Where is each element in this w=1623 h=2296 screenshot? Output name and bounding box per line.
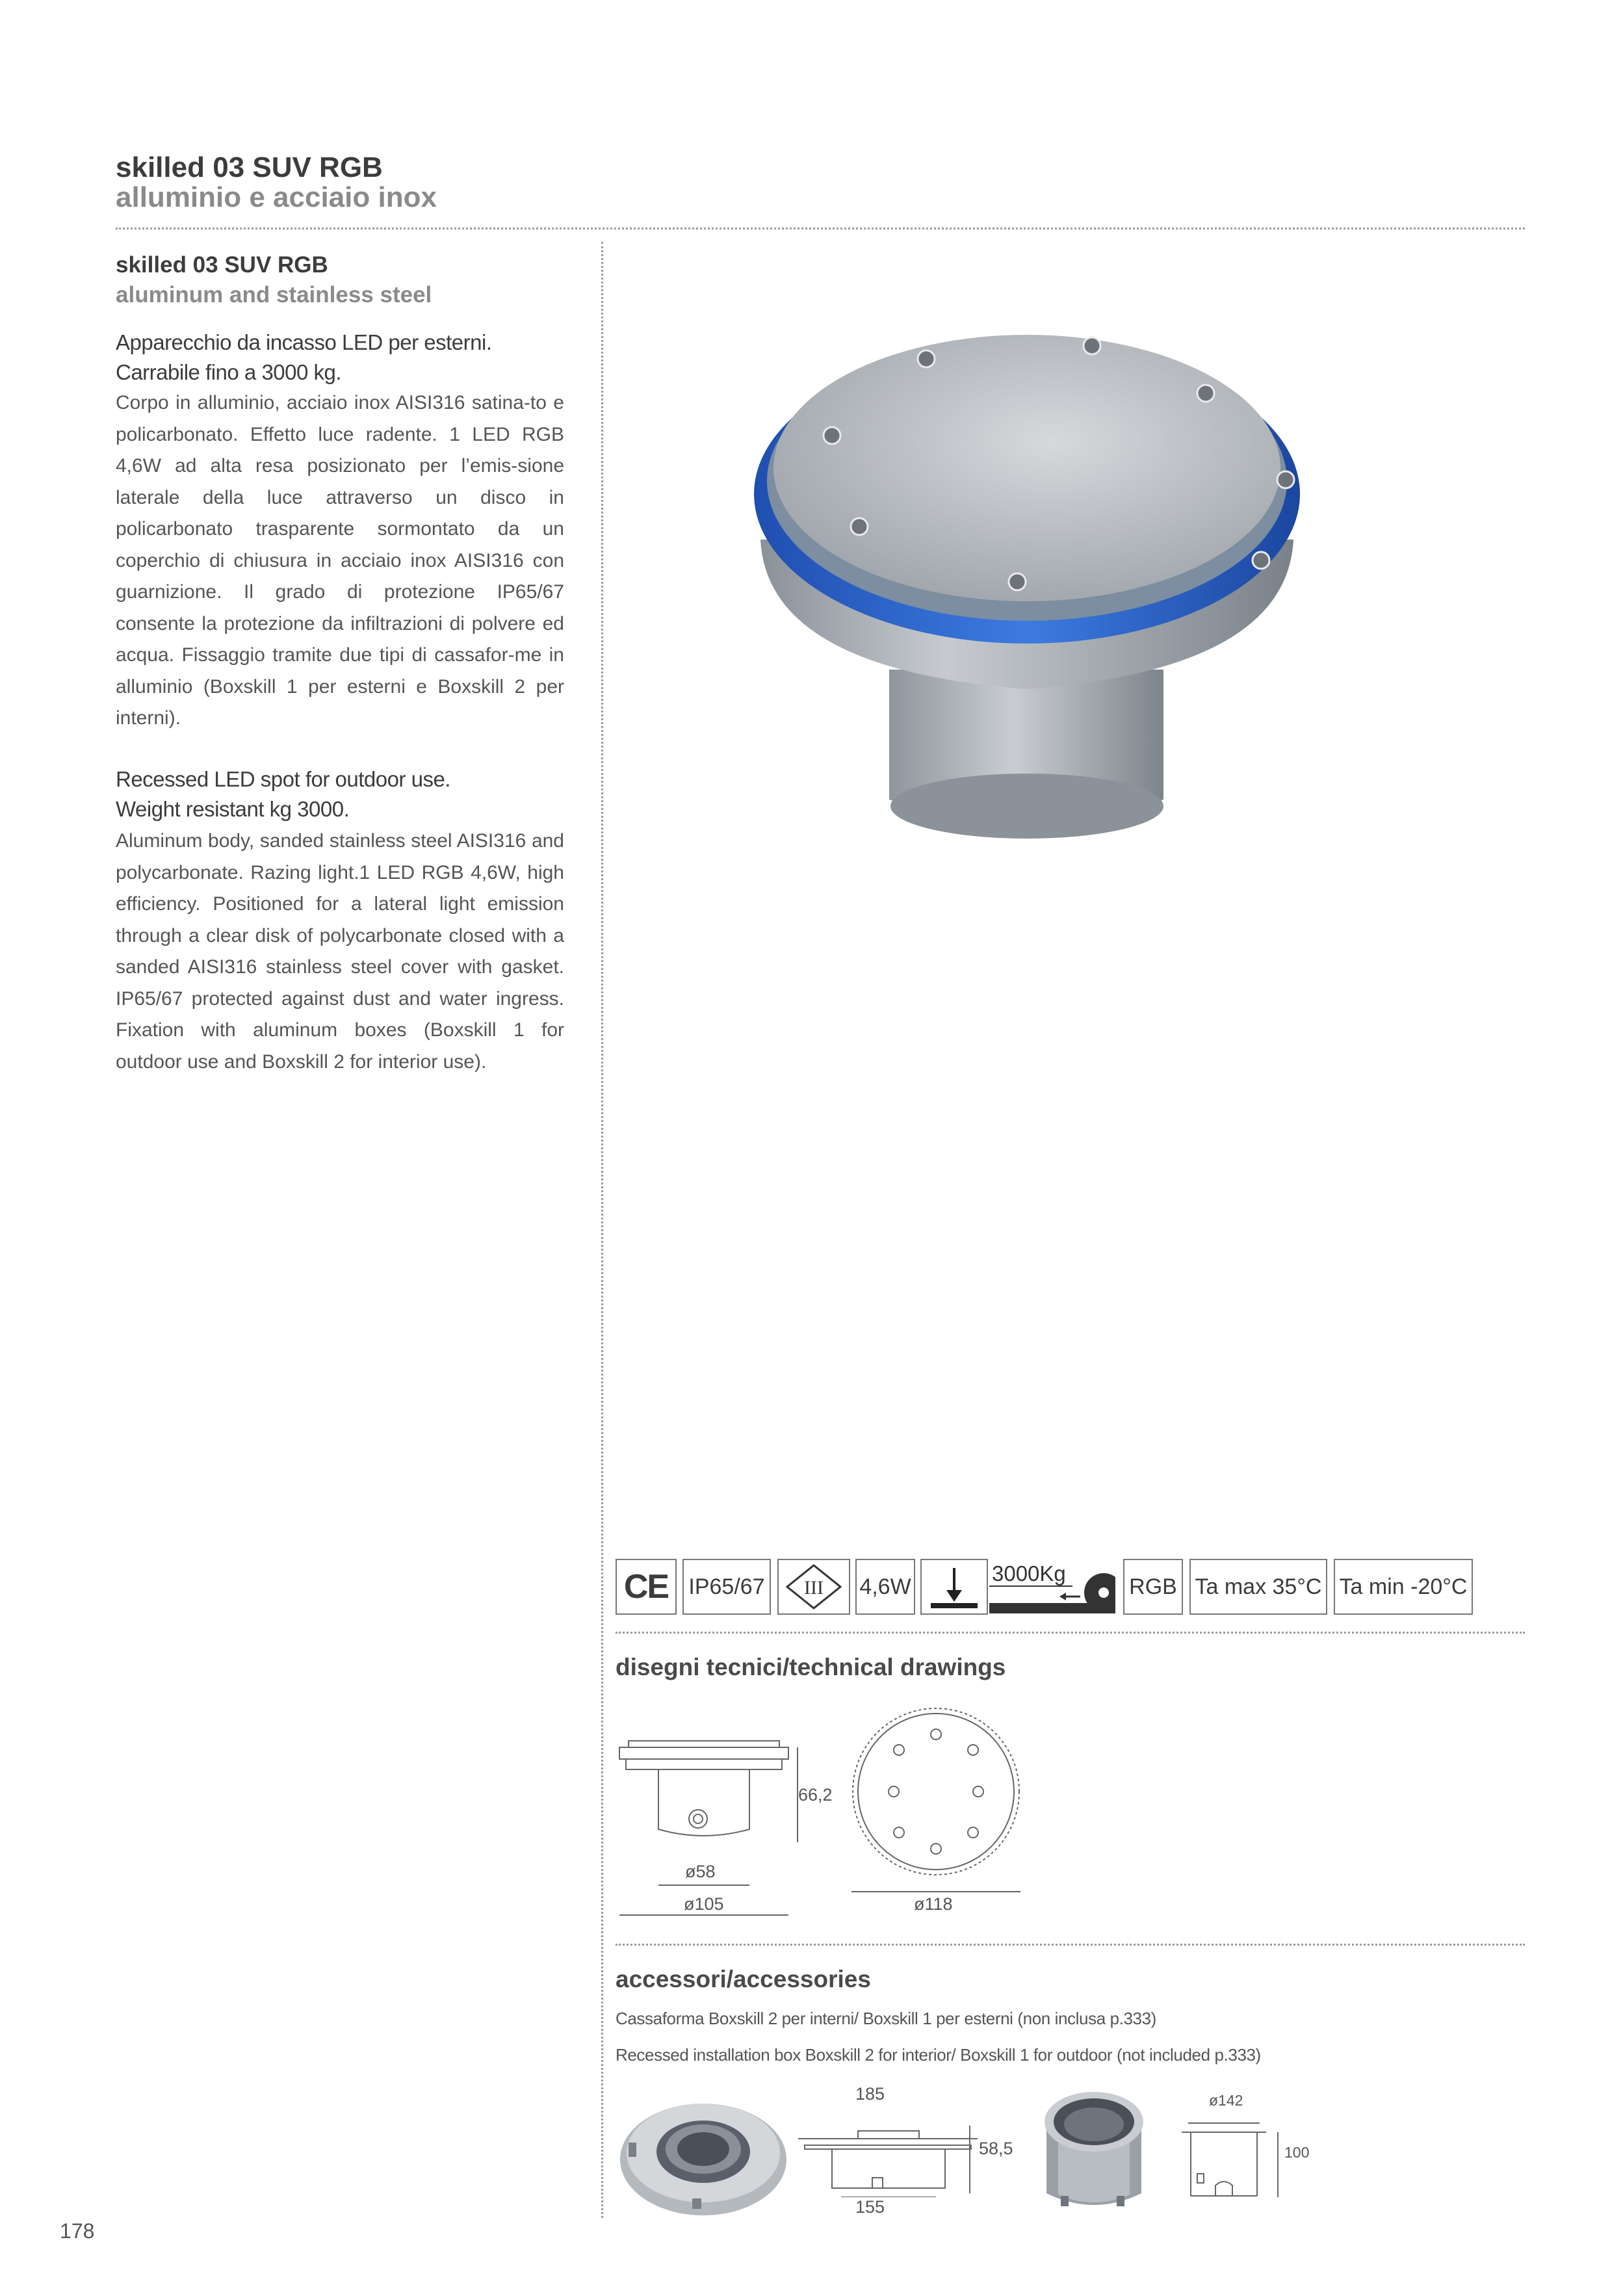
class-iii-icon (777, 1559, 850, 1615)
en-description: Aluminum body, sanded stainless steel AISI316 and polycarbonate. Razing light.1 LED RGB 4,6W, high efficiency. Positioned for a lateral light emission through a clear disk of polycarbonate closed with a sanded AISI316 stainless steel cover with gasket. IP65/67 protected against dust and water ingress. Fixation with aluminum boxes (Boxskill 1 for outdoor use and Boxskill 2 for interior use). (116, 830, 564, 1073)
boxskill1-photo (1032, 2078, 1156, 2221)
inner-diameter-dimension: ø58 (685, 1862, 716, 1881)
product-name: skilled 03 SUV RGB (116, 252, 328, 278)
drawings-heading: disegni tecnici/technical drawings (616, 1654, 1006, 1680)
box1-diameter-dimension: ø142 (1209, 2092, 1243, 2109)
drawings-divider (616, 1632, 1525, 1634)
side-view-drawing (616, 1732, 850, 1920)
box2-bottom-dimension: 155 (855, 2197, 885, 2217)
product-material: aluminum and stainless steel (116, 282, 432, 307)
it-lead-line2: Carrabile fino a 3000 kg. (116, 360, 342, 384)
screw (1009, 573, 1026, 590)
recessed-icon (920, 1559, 988, 1615)
boxskill2-photo (616, 2084, 791, 2221)
diamond-icon (785, 1563, 843, 1610)
power-badge: 4,6W (855, 1559, 915, 1615)
boxskill1-drawing (1182, 2113, 1299, 2210)
ce-mark-icon: CE (616, 1559, 677, 1615)
top-diameter-dimension: ø118 (914, 1894, 953, 1914)
accessories-text-it: Cassaforma Boxskill 2 per interni/ Boxskill 1 per esterni (non inclusa p.333) (616, 2009, 1156, 2028)
ip-rating-badge: IP65/67 (682, 1559, 771, 1615)
boxskill2-drawing (796, 2113, 984, 2197)
accessories-divider (616, 1944, 1525, 1946)
load-rating-icon (989, 1559, 1115, 1615)
en-lead (116, 764, 564, 824)
ta-max-badge: Ta max 35°C (1189, 1559, 1327, 1615)
svg-text:3000Kg: 3000Kg (992, 1561, 1066, 1585)
title-divider (116, 228, 1525, 229)
page-number: 178 (60, 2219, 95, 2243)
it-lead (116, 328, 564, 387)
column-divider (601, 242, 603, 2218)
height-dimension: 66,2 (798, 1785, 833, 1805)
svg-text:III: III (804, 1577, 824, 1598)
page-title: skilled 03 SUV RGB (116, 151, 383, 183)
steel-cover (773, 335, 1280, 601)
en-lead-line1: Recessed LED spot for outdoor use. (116, 767, 450, 791)
it-description: Corpo in alluminio, acciaio inox AISI316 satina-to e policarbonato. Effetto luce radente. 1 LED RGB 4,6W ad alta resa posizionato per l’emis-sione laterale della luce attraverso un disco in policarbonato trasparente sormontato da un coperchio di chiusura in acciaio inox AISI316 con guarnizione. Il grado di protezione IP65/67 consente la protezione da infiltrazioni di polvere ed acqua. Fissaggio tramite due tipi di cassafor-me in alluminio (Boxskill 1 per esterni e Boxskill 2 per interni). (116, 392, 564, 729)
outer-diameter-dimension: ø105 (684, 1894, 724, 1914)
accessories-heading: accessori/accessories (616, 1966, 871, 1992)
box2-height-dimension: 58,5 (979, 2139, 1013, 2158)
screw (918, 350, 935, 367)
product-photo (715, 306, 1404, 865)
box1-height-dimension: 100 (1284, 2144, 1310, 2161)
rgb-badge: RGB (1123, 1559, 1183, 1615)
box2-width-dimension: 185 (855, 2084, 885, 2104)
accessories-text-en: Recessed installation box Boxskill 2 for interior/ Boxskill 1 for outdoor (not included p.333) (616, 2045, 1261, 2065)
screw (1277, 471, 1294, 488)
screw (1197, 385, 1214, 402)
arrow-down-icon (928, 1564, 980, 1610)
screw (1084, 337, 1100, 354)
stem-base (890, 774, 1163, 839)
ta-min-badge: Ta min -20°C (1334, 1559, 1473, 1615)
top-view-drawing (845, 1701, 1027, 1896)
screw (824, 427, 840, 444)
wheel-load-icon (989, 1559, 1115, 1615)
page-subtitle: alluminio e acciaio inox (116, 181, 437, 213)
en-lead-line2: Weight resistant kg 3000. (116, 797, 350, 821)
it-lead-line1: Apparecchio da incasso LED per esterni. (116, 330, 492, 354)
screw (1253, 552, 1269, 569)
screw (851, 518, 868, 535)
